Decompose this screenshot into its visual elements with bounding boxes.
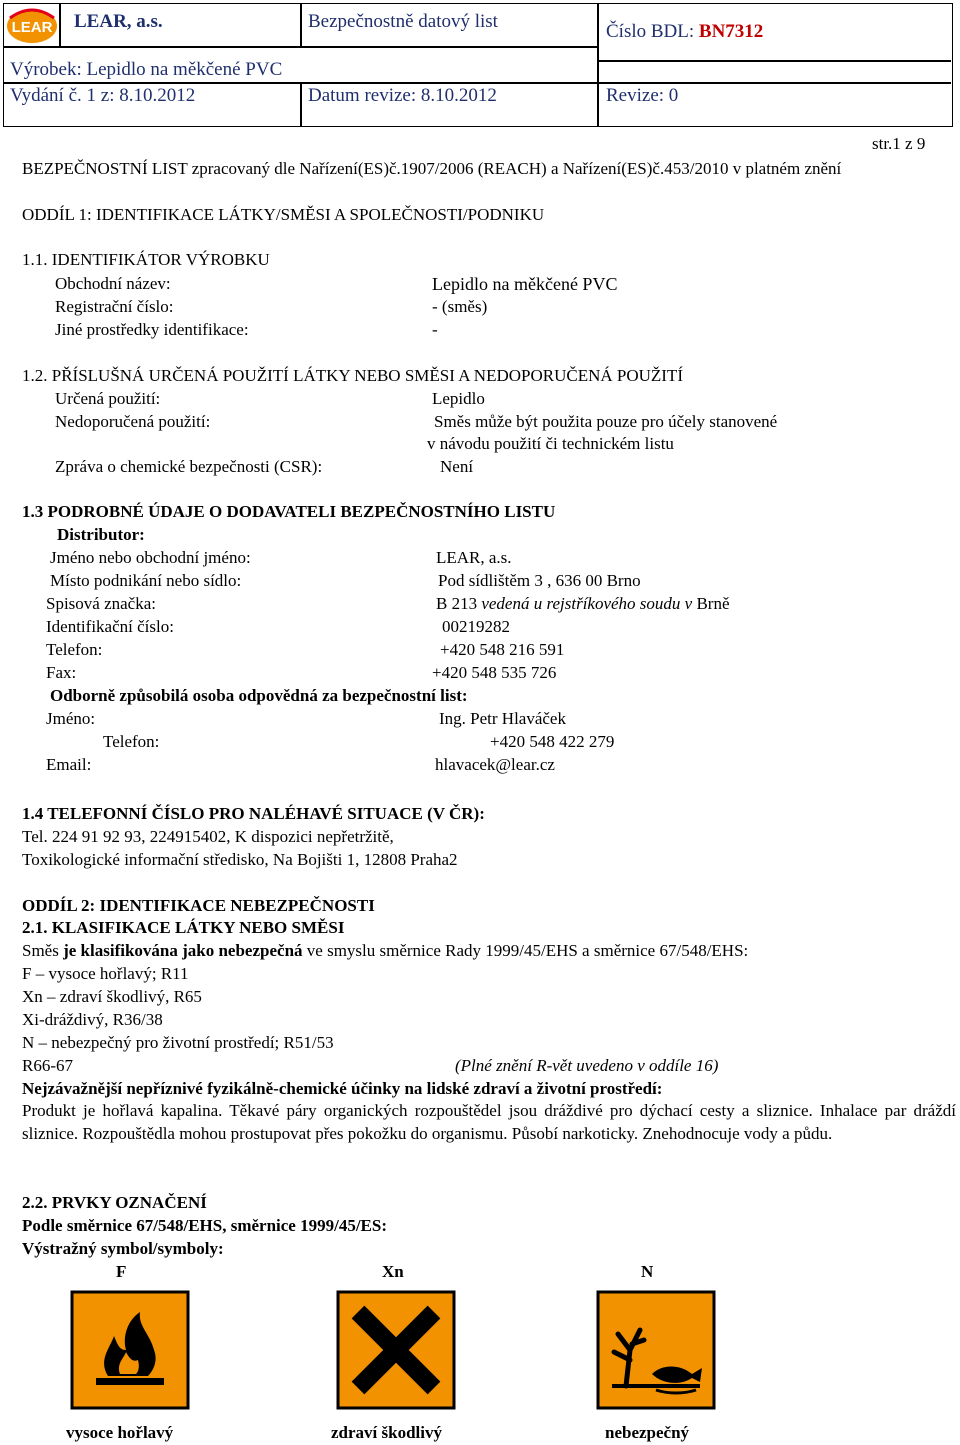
page-number: str.1 z 9 — [872, 134, 926, 153]
issue-line: Vydání č. 1 z: 8.10.2012 — [10, 85, 196, 106]
section2-title: ODDÍL 2: IDENTIFIKACE NEBEZPEČNOSTI — [22, 896, 375, 915]
classification-line-5: R66-67 — [22, 1056, 73, 1075]
directive-line: Podle směrnice 67/548/EHS, směrnice 1999/45/ES: — [22, 1216, 387, 1235]
classification-line-3: Xi-dráždivý, R36/38 — [22, 1010, 163, 1029]
trade-name-label: Obchodní název: — [55, 274, 171, 293]
classification-suffix: ve smyslu směrnice Rady 1999/45/EHS a směrnice 67/548/EHS: — [302, 941, 749, 960]
svg-text:LEAR: LEAR — [11, 19, 53, 36]
classification-statement — [22, 941, 748, 961]
file-number-court: vedená u rejstříkového soudu v — [481, 594, 693, 613]
email-value[interactable]: hlavacek@lear.cz — [435, 755, 555, 774]
symbol-code-f: F — [116, 1262, 127, 1281]
section-1-3-title: 1.3 PODROBNÉ ÚDAJE O DODAVATELI BEZPEČNOSTNÍHO LISTU — [22, 502, 556, 521]
seat-label: Místo podnikání nebo sídlo: — [50, 571, 242, 590]
symbol-code-xn: Xn — [382, 1262, 404, 1281]
phone-value: +420 548 216 591 — [440, 640, 565, 659]
file-number-city: Brně — [692, 594, 730, 613]
responsible-name-label: Jméno: — [46, 709, 96, 728]
ico-value: 00219282 — [442, 617, 510, 636]
section-1-4-title: 1.4 TELEFONNÍ ČÍSLO PRO NALÉHAVÉ SITUACE (V ČR): — [22, 804, 485, 823]
email-label: Email: — [46, 755, 92, 774]
flame-icon — [70, 1290, 190, 1410]
bdl-value: BN7312 — [698, 21, 764, 42]
file-number-value — [436, 594, 730, 614]
classification-line-4: N – nebezpečný pro životní prostředí; R51/53 — [22, 1033, 334, 1052]
other-id-value: - — [432, 320, 438, 339]
symbol-caption-xn: zdraví škodlivý — [331, 1423, 442, 1442]
document-title: Bezpečnostně datový list — [308, 11, 498, 32]
lear-logo — [4, 4, 60, 48]
emergency-line-1: Tel. 224 91 92 93, 224915402, K dispozici nepřetržitě, — [22, 827, 394, 846]
section-2-1-title: 2.1. KLASIFIKACE LÁTKY NEBO SMĚSI — [22, 918, 345, 937]
product-line: Výrobek: Lepidlo na měkčené PVC — [10, 59, 283, 80]
responsible-phone-label: Telefon: — [103, 732, 160, 751]
seat-value: Pod sídlištěm 3 , 636 00 Brno — [438, 571, 641, 590]
company-name: LEAR, a.s. — [74, 11, 163, 32]
csr-value: Není — [440, 457, 474, 476]
bdl-label: Číslo BDL: — [606, 21, 695, 42]
registration-label: Registrační číslo: — [55, 297, 174, 316]
symbol-caption-n: nebezpečný — [605, 1423, 690, 1442]
revision-date: Datum revize: 8.10.2012 — [308, 85, 497, 106]
responsible-phone-value: +420 548 422 279 — [490, 732, 615, 751]
bdl-number — [606, 22, 763, 42]
not-recommended-value-2: v návodu použití či technickém listu — [427, 434, 674, 453]
document-header — [3, 3, 953, 127]
not-recommended-label: Nedoporučená použití: — [55, 412, 211, 431]
emergency-line-2: Toxikologické informační středisko, Na Bojišti 1, 12808 Praha2 — [22, 850, 458, 869]
responsible-person-label: Odborně způsobilá osoba odpovědná za bezpečnostní list: — [50, 686, 468, 705]
classification-bold: je klasifikována jako nebezpečná — [63, 941, 303, 960]
responsible-name-value: Ing. Petr Hlaváček — [439, 709, 566, 728]
company-name-value: LEAR, a.s. — [436, 548, 512, 567]
file-number-code: B 213 — [436, 594, 482, 613]
fax-label: Fax: — [46, 663, 77, 682]
registration-value: - (směs) — [432, 297, 488, 316]
cross-icon — [336, 1290, 456, 1410]
regulation-line: BEZPEČNOSTNÍ LIST zpracovaný dle Nařízení(ES)č.1907/2006 (REACH) a Nařízení(ES)č.453/2010 v platném znění — [22, 159, 842, 178]
classification-prefix: Směs — [22, 941, 64, 960]
intended-use-value: Lepidlo — [432, 389, 485, 408]
symbol-code-n: N — [641, 1262, 654, 1281]
trade-name-value: Lepidlo na měkčené PVC — [432, 274, 618, 294]
company-name-label: Jméno nebo obchodní jméno: — [50, 548, 251, 567]
distributor-label: Distributor: — [57, 525, 145, 544]
section-1-2-title: 1.2. PŘÍSLUŠNÁ URČENÁ POUŽITÍ LÁTKY NEBO SMĚSI A NEDOPORUČENÁ POUŽITÍ — [22, 366, 683, 385]
section1-title: ODDÍL 1: IDENTIFIKACE LÁTKY/SMĚSI A SPOLEČNOSTI/PODNIKU — [22, 205, 545, 224]
not-recommended-value-1: Směs může být použita pouze pro účely stanovené — [434, 412, 778, 431]
classification-line-2: Xn – zdraví škodlivý, R65 — [22, 987, 202, 1006]
ico-label: Identifikační číslo: — [46, 617, 174, 636]
effects-text: Produkt je hořlavá kapalina. Těkavé páry organických rozpouštědel jsou dráždivé pro dýchací cesty a sliznice. Inhalace par dráždí sliznice. Rozpouštědla mohou prostupovat přes pokožku do organismu. Působí narkoticky. Znehodnocuje vody a půdu. — [22, 1101, 956, 1143]
revision-number: Revize: 0 — [606, 85, 679, 106]
section-1-1-title: 1.1. IDENTIFIKÁTOR VÝROBKU — [22, 250, 270, 269]
r-phrases-note: (Plné znění R-vět uvedeno v oddíle 16) — [455, 1056, 719, 1075]
other-id-label: Jiné prostředky identifikace: — [55, 320, 249, 339]
csr-label: Zpráva o chemické bezpečnosti (CSR): — [55, 457, 323, 476]
phone-label: Telefon: — [46, 640, 103, 659]
fax-value: +420 548 535 726 — [432, 663, 557, 682]
intended-use-label: Určená použití: — [55, 389, 161, 408]
file-number-label: Spisová značka: — [46, 594, 156, 613]
dead-tree-fish-icon — [596, 1290, 716, 1410]
section-2-2-title: 2.2. PRVKY OZNAČENÍ — [22, 1193, 207, 1212]
symbols-label: Výstražný symbol/symboly: — [22, 1239, 224, 1258]
effects-title: Nejzávažnější nepříznivé fyzikálně-chemické účinky na lidské zdraví a životní prostředí: — [22, 1079, 663, 1098]
symbol-caption-f: vysoce hořlavý — [66, 1423, 174, 1442]
classification-line-1: F – vysoce hořlavý; R11 — [22, 964, 189, 983]
